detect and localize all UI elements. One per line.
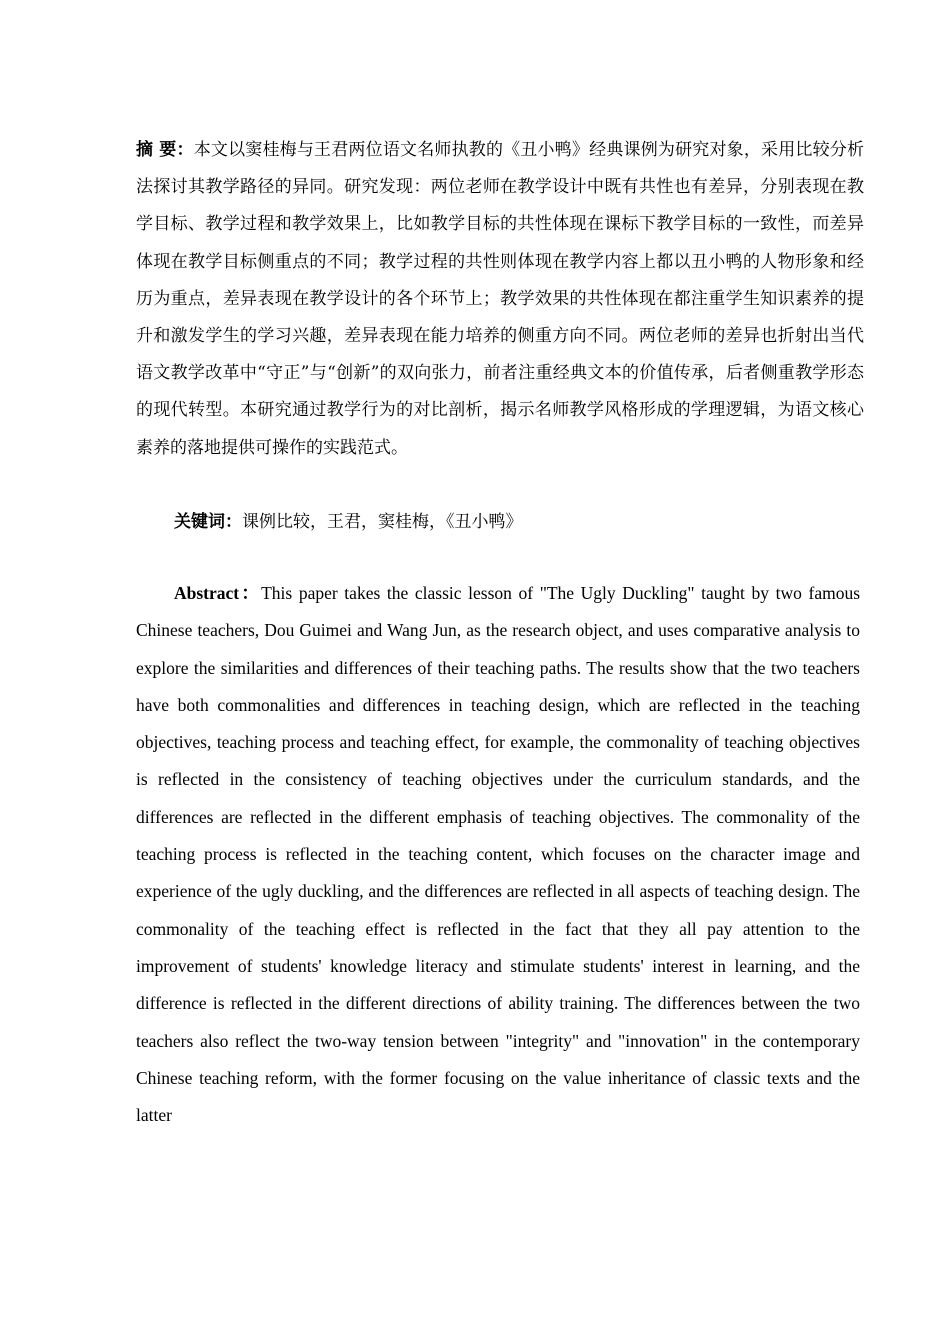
chinese-keywords-label: 关键词： — [174, 512, 242, 532]
chinese-keywords — [174, 504, 523, 541]
chinese-abstract-label: 摘 要： — [136, 140, 194, 160]
chinese-abstract-text: 本文以窦桂梅与王君两位语文名师执教的《丑小鸭》经典课例为研究对象，采用比较分析法探讨其教学路径的异同。研究发现：两位老师在教学设计中既有共性也有差异，分别表现在教学目标、教学过程和教学效果上，比如教学目标的共性体现在课标下教学目标的一致性，而差异体现在教学目标侧重点的不同；教学过程的共性则体现在教学内容上都以丑小鸭的人物形象和经历为重点，差异表现在教学设计的各个环节上；教学效果的共性体现在都注重学生知识素养的提升和激发学生的学习兴趣，差异表现在能力培养的侧重方向不同。两位老师的差异也折射出当代语文教学改革中“守正”与“创新”的双向张力，前者注重经典文本的价值传承，后者侧重教学形态的现代转型。本研究通过教学行为的对比剖析，揭示名师教学风格形成的学理逻辑，为语文核心素养的落地提供可操作的实践范式。 — [136, 140, 865, 458]
english-abstract-label: Abstract： — [174, 583, 262, 603]
english-abstract — [136, 575, 860, 1134]
english-abstract-text: This paper takes the classic lesson of "The Ugly Duckling" taught by two famous Chinese teachers, Dou Guimei and Wang Jun, as the research object, and uses comparative analysis to explore the similarities and differences of their teaching paths. The results show that the two teachers have both commonalities and differences in teaching design, which are reflected in the teaching objectives, teaching process and teaching effect, for example, the commonality of teaching objectives is reflected in the consistency of teaching objectives under the curriculum standards, and the differences are reflected in the different emphasis of teaching objectives. The commonality of the teaching process is reflected in the teaching content, which focuses on the character image and experience of the ugly duckling, and the differences are reflected in all aspects of teaching design. The commonality of the teaching effect is reflected in the fact that they all pay attention to the improvement of students' knowledge literacy and stimulate students' interest in learning, and the difference is reflected in the different directions of ability training. The differences between the two teachers also reflect the two-way tension between "integrity" and "innovation" in the contemporary Chinese teaching reform, with the former focusing on the value inheritance of classic texts and the latter — [136, 583, 861, 1126]
chinese-keywords-text: 课例比较，王君，窦桂梅，《丑小鸭》 — [242, 512, 523, 532]
chinese-abstract — [136, 132, 864, 467]
